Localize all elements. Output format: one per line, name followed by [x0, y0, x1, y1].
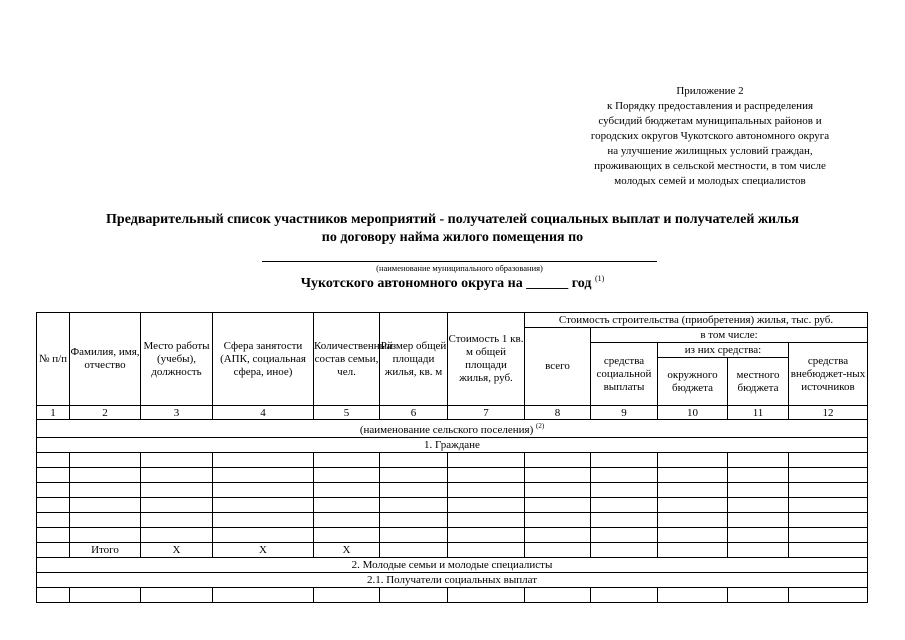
- total-label: Итого: [70, 543, 141, 558]
- header-district: окружного бюджета: [658, 358, 728, 406]
- header-construction: Стоимость строительства (приобретения) жилья, тыс. руб.: [525, 313, 868, 328]
- table-row: [37, 513, 868, 528]
- appendix-line: субсидий бюджетам муниципальных районов и: [598, 115, 822, 127]
- column-number: 5: [314, 406, 380, 420]
- appendix-line: молодых семей и молодых специалистов: [614, 175, 806, 187]
- header-area: Размер общей площади жилья, кв. м: [380, 313, 448, 406]
- header-total: всего: [525, 328, 591, 406]
- header-of-which: из них средства:: [658, 343, 789, 358]
- header-local: местного бюджета: [728, 358, 789, 406]
- column-number: 10: [658, 406, 728, 420]
- appendix-line: проживающих в сельской местности, в том числе: [594, 160, 826, 172]
- column-number: 9: [591, 406, 658, 420]
- table-row: [37, 528, 868, 543]
- appendix-line: городских округов Чукотского автономного округа: [590, 130, 830, 142]
- total-row: [37, 543, 868, 558]
- document-title-line2: по договору найма жилого помещения по: [321, 230, 584, 245]
- header-work: Место работы (учебы), должность: [141, 313, 213, 406]
- settlement-row: [37, 420, 868, 438]
- table-row: [37, 588, 868, 603]
- appendix-line: на улучшение жилищных условий граждан,: [607, 145, 813, 157]
- column-number: 11: [728, 406, 789, 420]
- participants-table: [36, 312, 868, 603]
- document-title-line1: Предварительный список участников мероприятий - получателей социальных выплат и получателей жилья: [106, 212, 799, 227]
- municipality-blank-line: [262, 261, 657, 262]
- section-social-payment-recipients: 2.1. Получатели социальных выплат: [37, 573, 868, 588]
- column-number: 8: [525, 406, 591, 420]
- document-title-line3: [40, 274, 865, 292]
- section-young-families: 2. Молодые семьи и молодые специалисты: [37, 558, 868, 573]
- municipality-hint: (наименование муниципального образования): [376, 263, 543, 273]
- appendix-line: к Порядку предоставления и распределения: [606, 100, 814, 112]
- header-num: № п/п: [37, 313, 70, 406]
- header-family: Количественный состав семьи, чел.: [314, 313, 380, 406]
- column-number: 3: [141, 406, 213, 420]
- column-number: 1: [37, 406, 70, 420]
- settlement-label: (наименование сельского поселения): [359, 424, 534, 436]
- header-cost: Стоимость 1 кв. м общей площади жилья, руб.: [448, 313, 525, 406]
- header-social: средства социальной выплаты: [591, 343, 658, 406]
- total-x-mark: Х: [314, 543, 380, 558]
- column-number: 4: [213, 406, 314, 420]
- footnote-marker: (1): [594, 274, 605, 283]
- column-number: 7: [448, 406, 525, 420]
- column-number: 12: [789, 406, 868, 420]
- section-citizens: 1. Граждане: [37, 438, 868, 453]
- header-including: в том числе:: [591, 328, 868, 343]
- header-name: Фамилия, имя, отчество: [70, 313, 141, 406]
- header-sphere: Сфера занятости (АПК, социальная сфера, иное): [213, 313, 314, 406]
- column-number: 2: [70, 406, 141, 420]
- table-row: [37, 453, 868, 468]
- table-row: [37, 483, 868, 498]
- header-extrabudget: средства внебюджет-ных источников: [789, 343, 868, 406]
- footnote-marker: (2): [535, 422, 545, 430]
- table-row: [37, 498, 868, 513]
- appendix-block: [540, 84, 880, 189]
- title-year-text: Чукотского автономного округа на ______ год: [300, 276, 592, 291]
- total-x-mark: Х: [213, 543, 314, 558]
- table-row: [37, 468, 868, 483]
- total-x-mark: Х: [141, 543, 213, 558]
- column-number: 6: [380, 406, 448, 420]
- appendix-line: Приложение 2: [676, 85, 744, 97]
